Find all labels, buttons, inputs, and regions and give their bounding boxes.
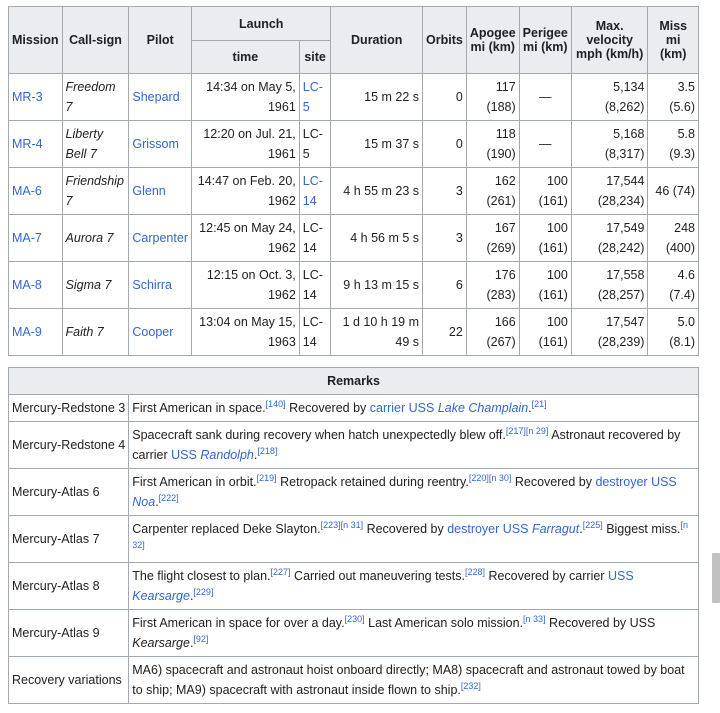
citation-link[interactable]: [217][n 29] <box>505 425 549 436</box>
orbits-text: 3 <box>455 184 463 198</box>
launch-time-cell <box>191 309 299 356</box>
remark-text-run: First American in space for over a day. <box>132 616 345 630</box>
launch-site-cell[interactable]: LC-14 <box>302 174 323 208</box>
remark-text <box>129 395 699 422</box>
velocity-cell <box>571 309 648 356</box>
perigee-text: — <box>539 137 552 151</box>
launch-site-cell[interactable]: LC-5 <box>302 80 323 114</box>
launch-site-cell <box>299 262 331 309</box>
orbits-cell <box>423 215 467 262</box>
citation-ref <box>271 567 291 577</box>
orbits-cell <box>423 262 467 309</box>
miss-text: 248 (400) <box>665 221 695 255</box>
ship-name: Noa <box>132 495 156 509</box>
mission-cell <box>9 215 63 262</box>
remark-text-run: Recovered by USS <box>545 616 656 630</box>
scrollbar-thumb[interactable] <box>712 553 720 603</box>
miss-cell <box>648 309 699 356</box>
table-row <box>9 168 699 215</box>
ship-name: Farragut <box>531 522 580 536</box>
duration-cell <box>331 168 423 215</box>
duration-cell <box>331 215 423 262</box>
apogee-text: 118 (190) <box>486 127 516 161</box>
ship-name: Kearsarge <box>132 589 190 603</box>
launch-site-text: LC-14 <box>302 315 323 349</box>
ship-name-link[interactable] <box>532 522 579 536</box>
launch-time-cell <box>191 168 299 215</box>
remark-text-run: Carpenter replaced Deke Slayton. <box>132 522 321 536</box>
orbits-cell <box>423 168 467 215</box>
pilot-cell <box>129 121 192 168</box>
ship-link[interactable]: destroyer USS <box>595 475 677 489</box>
miss-text: 3.5 (5.6) <box>669 80 695 114</box>
citation-ref <box>523 614 546 624</box>
header-orbits: Orbits <box>423 7 467 74</box>
header-mission: Mission <box>9 7 63 74</box>
remark-text-run: Last American solo mission. <box>364 616 524 630</box>
citation-link[interactable]: [222] <box>158 492 179 503</box>
citation-ref <box>159 493 179 503</box>
remark-text-run: Recovered by <box>511 475 596 489</box>
remark-mission-name: Mercury-Redstone 4 <box>9 422 129 469</box>
citation-ref <box>321 520 364 530</box>
remark-text-run: The flight closest to plan. <box>132 569 271 583</box>
callsign-cell <box>62 309 129 356</box>
apogee-text: 117 (188) <box>486 80 516 114</box>
remark-text-run: Spacecraft sank during recovery when hatch unexpectedly blew off. <box>132 428 506 442</box>
citation-link[interactable]: [92] <box>193 633 209 644</box>
callsign-text: Freedom 7 <box>65 80 116 114</box>
duration-text: 4 h 55 m 23 s <box>343 184 420 198</box>
duration-text: 4 h 56 m 5 s <box>350 231 420 245</box>
velocity-cell <box>571 74 648 121</box>
citation-link[interactable]: [227] <box>270 566 291 577</box>
miss-text: 46 (74) <box>655 184 695 198</box>
remark-text <box>129 657 699 704</box>
orbits-text: 0 <box>455 137 463 151</box>
pilot-cell <box>129 309 192 356</box>
launch-time-text: 12:20 on Jul. 21, 1961 <box>203 127 296 161</box>
orbits-cell <box>423 121 467 168</box>
remark-text <box>129 516 699 563</box>
pilot-link[interactable]: Schirra <box>132 278 172 292</box>
remark-text-run: . <box>189 589 194 603</box>
pilot-cell <box>129 215 192 262</box>
remarks-row <box>9 516 699 563</box>
remark-text-run: First American in orbit. <box>132 475 257 489</box>
ship-link[interactable]: destroyer USS <box>447 522 532 536</box>
mission-link[interactable]: MA-7 <box>12 231 42 245</box>
perigee-cell <box>519 309 571 356</box>
remark-text <box>129 469 699 516</box>
citation-link[interactable]: [n 32] <box>132 519 689 550</box>
launch-site-cell <box>299 168 331 215</box>
duration-cell <box>331 309 423 356</box>
remarks-row <box>9 610 699 657</box>
remarks-row <box>9 395 699 422</box>
callsign-text: Friendship 7 <box>65 174 124 208</box>
mission-cell <box>9 309 63 356</box>
remark-text-run: Carried out maneuvering tests. <box>290 569 465 583</box>
citation-link[interactable]: [140] <box>265 398 286 409</box>
ship-name-link[interactable] <box>132 589 190 603</box>
velocity-cell <box>571 168 648 215</box>
callsign-cell <box>62 215 129 262</box>
velocity-cell <box>571 262 648 309</box>
remark-mission-name: Mercury-Atlas 7 <box>9 516 129 563</box>
perigee-text: 100 (161) <box>538 315 568 349</box>
launch-time-cell <box>191 262 299 309</box>
orbits-cell <box>423 309 467 356</box>
launch-time-cell <box>191 215 299 262</box>
velocity-text: 17,549 (28,242) <box>597 221 645 255</box>
launch-site-cell <box>299 309 331 356</box>
citation-link[interactable]: [219] <box>256 472 277 483</box>
pilot-link[interactable]: Cooper <box>132 325 174 339</box>
citation-ref <box>193 634 208 644</box>
mission-link[interactable]: MR-3 <box>12 90 43 104</box>
miss-text: 5.8 (9.3) <box>669 127 695 161</box>
mission-cell <box>9 74 63 121</box>
remark-mission-name: Mercury-Atlas 8 <box>9 563 129 610</box>
apogee-text: 176 (283) <box>486 268 516 302</box>
callsign-text: Aurora 7 <box>65 231 114 245</box>
launch-time-text: 13:04 on May 15, 1963 <box>199 315 296 349</box>
apogee-cell <box>466 121 519 168</box>
orbits-text: 0 <box>455 90 463 104</box>
apogee-cell <box>466 168 519 215</box>
perigee-text: — <box>539 90 552 104</box>
header-pilot: Pilot <box>129 7 192 74</box>
mission-link[interactable]: MA-9 <box>12 325 42 339</box>
citation-link[interactable]: [232] <box>460 680 481 691</box>
citation-ref <box>583 520 603 530</box>
pilot-cell <box>129 74 192 121</box>
citation-ref <box>257 473 277 483</box>
remark-mission-name: Mercury-Redstone 3 <box>9 395 129 422</box>
apogee-cell <box>466 74 519 121</box>
citation-link[interactable]: [229] <box>193 586 214 597</box>
citation-link[interactable]: [223][n 31] <box>320 519 364 530</box>
table-row <box>9 309 699 356</box>
perigee-text: 100 (161) <box>538 268 568 302</box>
launch-site-cell <box>299 74 331 121</box>
citation-ref <box>193 587 213 597</box>
perigee-text: 100 (161) <box>538 174 568 208</box>
table-row <box>9 215 699 262</box>
table-row <box>9 262 699 309</box>
remark-text-run: Recovered by <box>363 522 448 536</box>
citation-link[interactable]: [225] <box>582 519 603 530</box>
remark-text <box>129 563 699 610</box>
velocity-text: 17,558 (28,257) <box>597 268 645 302</box>
citation-link[interactable]: [230] <box>344 613 365 624</box>
remark-text-run: Astronaut recovered by carrier <box>132 428 681 462</box>
callsign-cell <box>62 74 129 121</box>
header-apogee: Apogee mi (km) <box>466 7 519 74</box>
remark-text-run: Recovered by <box>285 401 370 415</box>
miss-cell <box>648 262 699 309</box>
remark-text-run: Biggest miss. <box>602 522 681 536</box>
remark-mission-name: Mercury-Atlas 9 <box>9 610 129 657</box>
perigee-cell <box>519 121 571 168</box>
mission-link[interactable]: MA-6 <box>12 184 42 198</box>
remark-text-run: . <box>155 495 159 509</box>
launch-time-text: 12:45 on May 24, 1962 <box>199 221 296 255</box>
orbits-text: 3 <box>455 231 463 245</box>
miss-cell <box>648 215 699 262</box>
ship-name-link[interactable] <box>438 401 528 415</box>
miss-cell <box>648 168 699 215</box>
launch-site-cell <box>299 121 331 168</box>
callsign-cell <box>62 121 129 168</box>
duration-cell <box>331 121 423 168</box>
velocity-cell <box>571 215 648 262</box>
orbits-cell <box>423 74 467 121</box>
ship-name: Kearsarge <box>132 636 190 650</box>
mission-cell <box>9 168 63 215</box>
citation-ref <box>506 426 549 436</box>
perigee-cell <box>519 262 571 309</box>
citation-ref <box>465 567 485 577</box>
callsign-text: Liberty Bell 7 <box>65 127 104 161</box>
mission-cell <box>9 262 63 309</box>
ship-link[interactable]: carrier USS <box>369 401 438 415</box>
duration-text: 1 d 10 h 19 m 49 s <box>342 315 420 349</box>
remark-mission-name: Recovery variations <box>9 657 129 704</box>
velocity-text: 5,168 (8,317) <box>604 127 645 161</box>
header-launch: Launch <box>191 7 330 41</box>
duration-text: 9 h 13 m 15 s <box>343 278 420 292</box>
ship-name-link[interactable] <box>132 495 155 509</box>
remark-text-run: . <box>253 448 258 462</box>
ship-link[interactable]: USS <box>607 569 634 583</box>
miss-text: 4.6 (7.4) <box>669 268 695 302</box>
remark-text <box>129 610 699 657</box>
header-launch-time: time <box>191 41 299 74</box>
citation-ref <box>266 399 286 409</box>
pilot-link[interactable]: Grissom <box>132 137 179 151</box>
duration-cell <box>331 262 423 309</box>
perigee-cell <box>519 215 571 262</box>
remark-text-run: First American in space. <box>132 401 266 415</box>
citation-ref <box>257 446 277 456</box>
pilot-link[interactable]: Glenn <box>132 184 166 198</box>
launch-site-text: LC-14 <box>302 221 323 255</box>
table-row <box>9 74 699 121</box>
pilot-link[interactable]: Shepard <box>132 90 180 104</box>
velocity-text: 17,544 (28,234) <box>597 174 645 208</box>
launch-site-cell <box>299 215 331 262</box>
header-duration: Duration <box>331 7 423 74</box>
remark-text-run: . <box>528 401 532 415</box>
apogee-cell <box>466 215 519 262</box>
mission-cell <box>9 121 63 168</box>
miss-cell <box>648 121 699 168</box>
citation-link[interactable]: [21] <box>531 398 547 409</box>
mission-link[interactable]: MA-8 <box>12 278 42 292</box>
header-perigee: Perigee mi (km) <box>519 7 571 74</box>
duration-text: 15 m 22 s <box>364 90 420 104</box>
header-miss: Miss mi (km) <box>648 7 699 74</box>
citation-ref <box>345 614 365 624</box>
miss-text: 5.0 (8.1) <box>669 315 695 349</box>
velocity-text: 17,547 (28,239) <box>597 315 645 349</box>
apogee-cell <box>466 262 519 309</box>
launch-time-text: 14:47 on Feb. 20, 1962 <box>197 174 296 208</box>
table-row <box>9 121 699 168</box>
ship-name-link[interactable] <box>200 448 254 462</box>
header-velocity: Max. velocity mph (km/h) <box>571 7 648 74</box>
citation-ref <box>469 473 512 483</box>
apogee-cell <box>466 309 519 356</box>
header-callsign: Call-sign <box>62 7 129 74</box>
perigee-text: 100 (161) <box>538 221 568 255</box>
remark-text-run: . <box>189 636 194 650</box>
velocity-cell <box>571 121 648 168</box>
apogee-text: 162 (261) <box>486 174 516 208</box>
callsign-text: Faith 7 <box>65 325 104 339</box>
orbits-text: 22 <box>448 325 463 339</box>
remarks-row <box>9 469 699 516</box>
launch-site-text: LC-5 <box>302 127 323 161</box>
mission-link[interactable]: MR-4 <box>12 137 43 151</box>
apogee-text: 167 (269) <box>486 221 516 255</box>
remarks-table <box>8 367 699 704</box>
mercury-flights-table <box>8 6 699 356</box>
orbits-text: 6 <box>455 278 463 292</box>
remark-text-run: MA6) spacecraft and astronaut hoist onboard directly; MA8) spacecraft and astronaut towed by boat to ship; MA9) spacecraft with astronaut inside flown to ship. <box>132 663 685 697</box>
citation-link[interactable]: [220][n 30] <box>468 472 512 483</box>
apogee-text: 166 (267) <box>486 315 516 349</box>
perigee-cell <box>519 74 571 121</box>
perigee-cell <box>519 168 571 215</box>
ship-link[interactable]: USS <box>171 448 201 462</box>
miss-cell <box>648 74 699 121</box>
remark-text-run: . <box>579 522 583 536</box>
launch-time-cell <box>191 74 299 121</box>
callsign-cell <box>62 168 129 215</box>
ship-name: Randolph <box>200 448 254 462</box>
pilot-link[interactable]: Carpenter <box>132 231 188 245</box>
launch-time-cell <box>191 121 299 168</box>
citation-link[interactable]: [218] <box>257 445 278 456</box>
remarks-row <box>9 563 699 610</box>
launch-site-text: LC-14 <box>302 268 323 302</box>
remarks-row <box>9 422 699 469</box>
citation-link[interactable]: [n 33] <box>523 613 546 624</box>
header-launch-site: site <box>299 41 331 74</box>
remark-mission-name: Mercury-Atlas 6 <box>9 469 129 516</box>
remarks-title: Remarks <box>9 368 699 395</box>
citation-link[interactable]: [228] <box>464 566 485 577</box>
remark-text <box>129 422 699 469</box>
citation-ref <box>461 681 481 691</box>
duration-text: 15 m 37 s <box>364 137 420 151</box>
remarks-row <box>9 657 699 704</box>
pilot-cell <box>129 262 192 309</box>
remark-text-run: Retropack retained during reentry. <box>276 475 469 489</box>
citation-ref <box>532 399 547 409</box>
ship-name: Lake Champlain <box>437 401 529 415</box>
remark-text-run: Recovered by carrier <box>484 569 608 583</box>
velocity-text: 5,134 (8,262) <box>604 80 645 114</box>
callsign-text: Sigma 7 <box>65 278 112 292</box>
callsign-cell <box>62 262 129 309</box>
launch-time-text: 14:34 on May 5, 1961 <box>206 80 296 114</box>
launch-time-text: 12:15 on Oct. 3, 1962 <box>206 268 296 302</box>
pilot-cell <box>129 168 192 215</box>
duration-cell <box>331 74 423 121</box>
